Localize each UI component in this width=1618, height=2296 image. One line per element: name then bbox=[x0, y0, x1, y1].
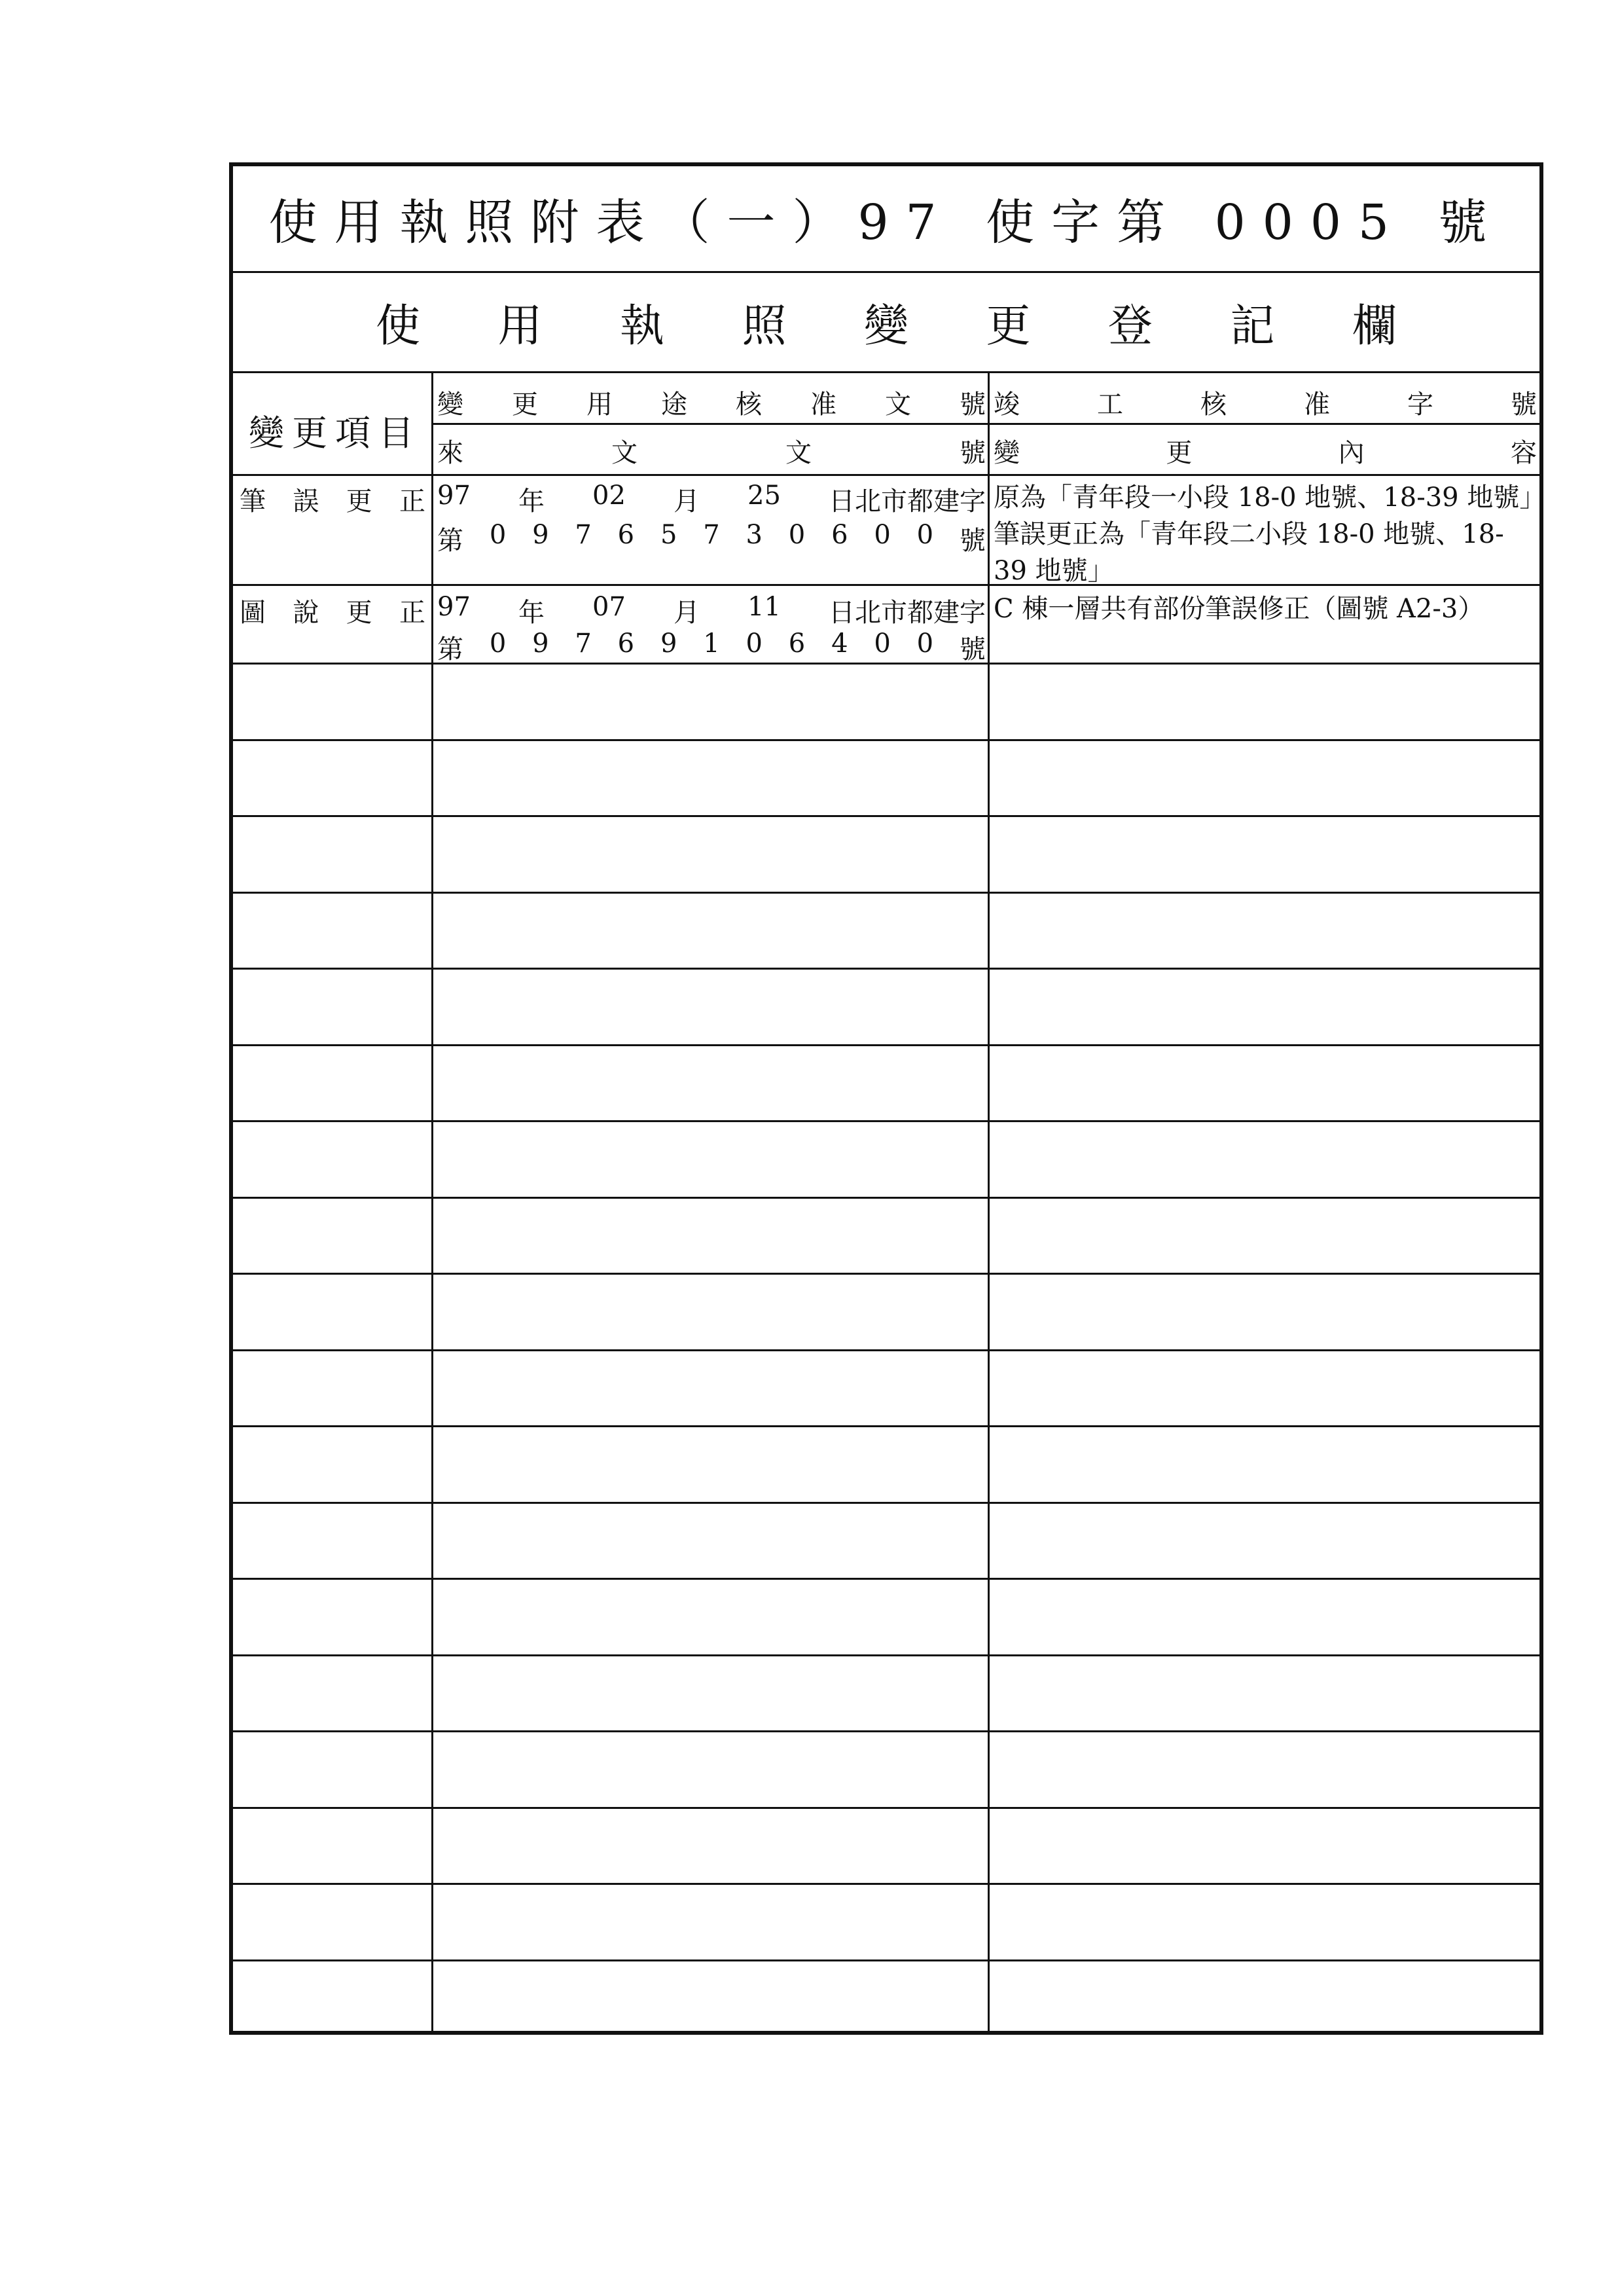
row-divider bbox=[233, 1120, 1539, 1122]
row-item bbox=[240, 481, 425, 518]
section-title-char: 更 bbox=[986, 300, 1031, 352]
row-doc-line1-char: 年 bbox=[518, 486, 545, 517]
header-completion-no bbox=[994, 384, 1537, 421]
header-incoming-char: 來 bbox=[437, 438, 463, 468]
header-content-char: 更 bbox=[1166, 438, 1193, 468]
document-frame bbox=[229, 162, 1543, 2035]
section-title-char: 記 bbox=[1230, 300, 1275, 352]
row-doc-line2-char: 0 bbox=[916, 629, 934, 659]
row-doc-line2-char: 0 bbox=[916, 520, 934, 550]
row-item-char: 正 bbox=[399, 598, 425, 628]
row-divider bbox=[233, 1349, 1539, 1351]
divider bbox=[233, 584, 1539, 586]
header-approval-char: 號 bbox=[960, 390, 986, 420]
row-doc-line1-char: 月 bbox=[673, 486, 700, 517]
header-approval-no bbox=[437, 384, 986, 421]
header-item: 變更項目 bbox=[249, 412, 422, 454]
row-doc-line1-char: 07 bbox=[592, 592, 626, 622]
row-divider bbox=[233, 1273, 1539, 1275]
row-divider bbox=[233, 1730, 1539, 1732]
row-doc-line1-char: 97 bbox=[437, 481, 471, 511]
header-incoming-char: 文 bbox=[785, 438, 812, 468]
row-doc-line2-char: 9 bbox=[660, 629, 677, 659]
row-divider bbox=[233, 1502, 1539, 1504]
row-doc-line2-char: 4 bbox=[831, 629, 848, 659]
header-incoming-char: 號 bbox=[960, 438, 986, 468]
divider bbox=[233, 474, 1539, 476]
row-doc-line2 bbox=[437, 629, 986, 666]
header-completion-char: 號 bbox=[1511, 390, 1537, 420]
header-approval-char: 核 bbox=[736, 390, 762, 420]
row-item-char: 更 bbox=[346, 486, 372, 517]
row-doc-line1 bbox=[437, 592, 986, 629]
row-item bbox=[240, 592, 425, 629]
row-doc-line2-char: 6 bbox=[617, 520, 635, 550]
header-approval-char: 用 bbox=[586, 390, 613, 420]
header-content-char: 內 bbox=[1338, 438, 1365, 468]
row-change-content: C 棟一層共有部份筆誤修正（圖號 A2-3） bbox=[994, 594, 1484, 624]
header-approval-char: 文 bbox=[885, 390, 911, 420]
row-doc-line2-char: 9 bbox=[532, 629, 549, 659]
header-completion-char: 竣 bbox=[994, 390, 1020, 420]
row-doc-line2-char: 6 bbox=[788, 629, 806, 659]
row-doc-line2-char: 0 bbox=[874, 520, 891, 550]
row-doc-line1 bbox=[437, 481, 986, 518]
row-divider bbox=[233, 1578, 1539, 1580]
row-doc-line2-char: 0 bbox=[874, 629, 891, 659]
section-title-char: 用 bbox=[497, 300, 543, 352]
row-doc-line1-char: 年 bbox=[518, 598, 545, 628]
section-title-chars bbox=[376, 291, 1397, 354]
row-divider bbox=[233, 1959, 1539, 1961]
row-doc-line2-char: 6 bbox=[831, 520, 848, 550]
row-doc-line2-char: 7 bbox=[575, 629, 592, 659]
section-title-char: 執 bbox=[619, 300, 664, 352]
row-doc-line2-char: 6 bbox=[617, 629, 635, 659]
header-approval-char: 更 bbox=[512, 390, 538, 420]
row-item-char: 說 bbox=[293, 598, 319, 628]
row-doc-line2-char: 0 bbox=[788, 520, 806, 550]
header-content-char: 變 bbox=[994, 438, 1020, 468]
row-divider bbox=[233, 815, 1539, 817]
row-doc-line2-char: 第 bbox=[437, 526, 463, 556]
header-completion-char: 准 bbox=[1304, 390, 1330, 420]
row-doc-line1-char: 97 bbox=[437, 592, 471, 622]
page-title: 使用執照附表（一）97 使字第 0005 號 bbox=[268, 194, 1504, 251]
row-divider bbox=[233, 1807, 1539, 1809]
divider bbox=[433, 423, 1539, 425]
row-divider bbox=[233, 1654, 1539, 1656]
header-completion-char: 工 bbox=[1097, 390, 1123, 420]
section-title bbox=[233, 273, 1539, 371]
header-content-char: 容 bbox=[1510, 438, 1537, 468]
row-doc-line1-char: 02 bbox=[592, 481, 626, 511]
row-divider bbox=[233, 1197, 1539, 1199]
row-doc-line2-char: 0 bbox=[489, 520, 507, 550]
row-doc-line2-char: 0 bbox=[489, 629, 507, 659]
row-divider bbox=[233, 739, 1539, 741]
row-doc-line2-char: 第 bbox=[437, 634, 463, 665]
row-divider bbox=[233, 968, 1539, 970]
row-doc-line2-char: 號 bbox=[959, 526, 986, 556]
row-doc-line1-char: 月 bbox=[673, 598, 700, 628]
header-incoming-char: 文 bbox=[611, 438, 638, 468]
row-doc-line1-char: 25 bbox=[747, 481, 781, 511]
row-divider bbox=[233, 1044, 1539, 1046]
section-title-char: 照 bbox=[742, 300, 787, 352]
header-completion-char: 字 bbox=[1407, 390, 1433, 420]
header-approval-char: 途 bbox=[661, 390, 687, 420]
header-change-content bbox=[994, 432, 1537, 469]
row-doc-line2-char: 0 bbox=[746, 629, 763, 659]
section-title-char: 登 bbox=[1107, 300, 1153, 352]
row-doc-line1-char: 日北市都建字 bbox=[828, 598, 986, 628]
row-doc-line2-char: 號 bbox=[959, 634, 986, 665]
header-approval-char: 變 bbox=[437, 390, 463, 420]
row-doc-line1-char: 日北市都建字 bbox=[828, 486, 986, 517]
section-title-char: 變 bbox=[863, 300, 908, 352]
row-divider bbox=[233, 1425, 1539, 1427]
row-doc-line2-char: 1 bbox=[703, 629, 720, 659]
row-item-char: 誤 bbox=[293, 486, 319, 517]
row-change-content: 原為「青年段一小段 18-0 地號、18-39 地號」筆誤更正為「青年段二小段 18-0 地號、18-39 地號」 bbox=[994, 483, 1533, 586]
row-doc-line2-char: 7 bbox=[575, 520, 592, 550]
row-divider bbox=[233, 663, 1539, 665]
row-item-char: 筆 bbox=[240, 486, 266, 517]
row-divider bbox=[233, 892, 1539, 894]
row-doc-line2-char: 9 bbox=[532, 520, 549, 550]
column-divider bbox=[431, 371, 433, 2031]
divider bbox=[233, 371, 1539, 373]
header-approval-char: 准 bbox=[810, 390, 836, 420]
row-doc-line2-char: 7 bbox=[703, 520, 720, 550]
column-divider bbox=[988, 371, 990, 2031]
section-title-char: 使 bbox=[376, 300, 421, 352]
row-doc-line2 bbox=[437, 520, 986, 557]
header-completion-char: 核 bbox=[1200, 390, 1227, 420]
row-item-char: 正 bbox=[399, 486, 425, 517]
header-incoming-doc-no bbox=[437, 432, 986, 469]
row-item-char: 圖 bbox=[240, 598, 266, 628]
row-doc-line2-char: 3 bbox=[746, 520, 763, 550]
row-item-char: 更 bbox=[346, 598, 372, 628]
section-title-char: 欄 bbox=[1352, 300, 1397, 352]
row-doc-line2-char: 5 bbox=[660, 520, 677, 550]
row-doc-line1-char: 11 bbox=[747, 592, 781, 622]
row-divider bbox=[233, 1883, 1539, 1885]
